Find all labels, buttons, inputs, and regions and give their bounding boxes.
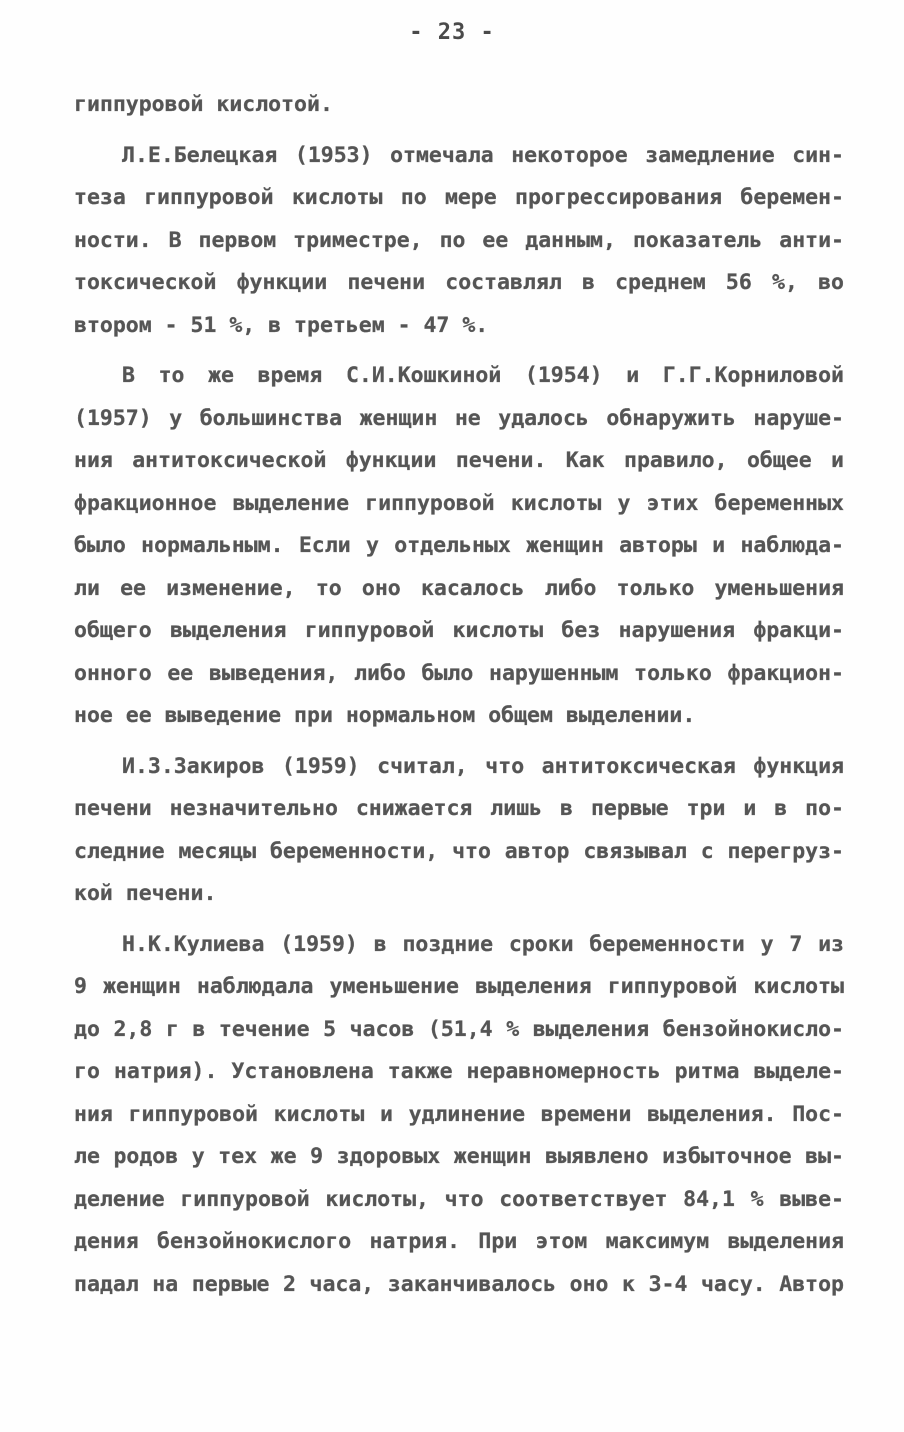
text-line: печени незначительно снижается лишь в первые три и в по- [74,796,844,821]
paragraph [74,924,844,1307]
text-line: ности. В первом триместре, по ее данным, показатель анти- [74,227,844,253]
paragraph [74,135,844,348]
text-line: до 2,8 г в течение 5 часов (51,4 % выделения бензойнокисло- [74,1016,844,1042]
text-line: деление гиппуровой кислоты, что соответствует 84,1 % выве- [74,1186,844,1212]
text-line: общего выделения гиппуровой кислоты без нарушения фракци- [74,618,844,643]
page-number: - 23 - [409,20,495,45]
text-line: дения бензойнокислого натрия. При этом максимум выделения [74,1229,844,1254]
text-line: 9 женщин наблюдала уменьшение выделения гиппуровой кислоты [74,974,844,999]
paragraph [74,746,844,916]
text-line: следние месяцы беременности, что автор связывал с перегруз- [74,838,844,864]
text-line: го натрия). Установлена также неравномерность ритма выделе- [74,1059,844,1084]
text-line: ли ее изменение, то оно касалось либо только уменьшения [74,575,844,601]
text-line: ле родов у тех же 9 здоровых женщин выявлено избыточное вы- [74,1144,844,1169]
text-line: втором - 51 %, в третьем - 47 %. [74,312,489,338]
text-line: ное ее выведение при нормальном общем выделении. [74,703,696,728]
text-line: Л.Е.Белецкая (1953) отмечала некоторое замедление син- [122,142,844,168]
text-line: (1957) у большинства женщин не удалось обнаружить наруше- [74,405,844,431]
text-line: фракционное выделение гиппуровой кислоты у этих беременных [74,490,844,516]
text-line: было нормальным. Если у отдельных женщин авторы и наблюда- [74,533,844,558]
text-line: ния гиппуровой кислоты и удлинение времени выделения. Пос- [74,1101,844,1127]
text-line: онного ее выведения, либо было нарушенным только фракцион- [74,660,844,686]
text-line: Н.К.Кулиева (1959) в поздние сроки беременности у 7 из [122,931,844,957]
text-line: кой печени. [74,881,217,906]
text-line: В то же время С.И.Кошкиной (1954) и Г.Г.Корниловой [122,363,844,388]
text-line: падал на первые 2 часа, заканчивалось оно к 3-4 часу. Автор [74,1271,844,1297]
text-line: ния антитоксической функции печени. Как правило, общее и [74,448,844,473]
paragraph [74,355,844,738]
text-line: теза гиппуровой кислоты по мере прогрессирования беремен- [74,185,844,210]
text-line: гиппуровой кислотой. [74,92,333,117]
text-line: И.З.Закиров (1959) считал, что антитоксическая функция [122,753,844,779]
text-line: токсической функции печени составлял в среднем 56 %, во [74,270,844,295]
paragraph [74,84,844,127]
body-text [74,84,844,1306]
